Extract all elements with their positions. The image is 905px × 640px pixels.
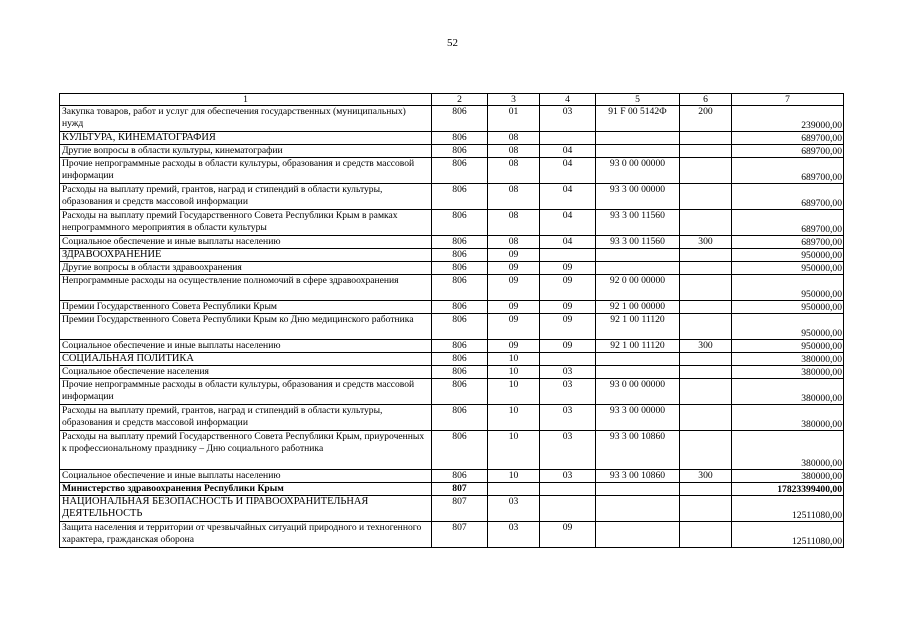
row-expense-type [680,496,732,522]
row-subsection: 09 [540,262,596,275]
row-expense-type [680,301,732,314]
row-expense-type [680,522,732,548]
row-expense-type [680,132,732,145]
table-row [60,379,844,405]
budget-table [59,93,844,548]
page-number: 52 [447,37,458,49]
row-name: Прочие непрограммные расходы в области культуры, образования и средств массовой информации [60,379,432,405]
row-name: Социальное обеспечение и иные выплаты населению [60,340,432,353]
row-expense-type [680,145,732,158]
row-target-article: 93 3 00 10860 [596,431,680,470]
row-name: НАЦИОНАЛЬНАЯ БЕЗОПАСНОСТЬ И ПРАВООХРАНИТЕЛЬНАЯ ДЕЯТЕЛЬНОСТЬ [60,496,432,522]
row-amount: 689700,00 [732,236,844,249]
row-name: Закупка товаров, работ и услуг для обеспечения государственных (муниципальных) нужд [60,106,432,132]
table-row [60,106,844,132]
row-section: 10 [488,379,540,405]
row-expense-type: 200 [680,106,732,132]
row-amount: 689700,00 [732,210,844,236]
row-admin-code: 807 [432,522,488,548]
table-row [60,301,844,314]
table-row [60,522,844,548]
row-target-article: 92 0 00 00000 [596,275,680,301]
row-name: СОЦИАЛЬНАЯ ПОЛИТИКА [60,353,432,366]
row-admin-code: 806 [432,249,488,262]
row-admin-code: 806 [432,314,488,340]
row-amount: 12511080,00 [732,496,844,522]
row-section: 09 [488,275,540,301]
row-subsection: 03 [540,366,596,379]
table-row [60,184,844,210]
row-expense-type [680,314,732,340]
row-name: Социальное обеспечение и иные выплаты населению [60,470,432,483]
row-section: 01 [488,106,540,132]
row-subsection: 03 [540,431,596,470]
row-subsection: 09 [540,275,596,301]
row-target-article [596,496,680,522]
row-amount: 12511080,00 [732,522,844,548]
row-amount: 380000,00 [732,470,844,483]
row-expense-type [680,431,732,470]
row-expense-type [680,405,732,431]
row-name: Прочие непрограммные расходы в области культуры, образования и средств массовой информации [60,158,432,184]
row-expense-type [680,275,732,301]
row-expense-type: 300 [680,470,732,483]
row-subsection: 09 [540,314,596,340]
row-subsection: 04 [540,210,596,236]
row-target-article [596,366,680,379]
row-subsection: 03 [540,405,596,431]
table-row [60,496,844,522]
table-row [60,132,844,145]
row-subsection [540,249,596,262]
row-admin-code: 806 [432,366,488,379]
row-section: 10 [488,431,540,470]
table-row [60,262,844,275]
row-subsection: 03 [540,470,596,483]
row-section [488,483,540,496]
row-subsection [540,496,596,522]
row-expense-type [680,353,732,366]
row-subsection: 09 [540,301,596,314]
row-name: Расходы на выплату премий Государственного Совета Республики Крым, приуроченных к профессиональному празднику – Дню социального работника [60,431,432,470]
row-amount: 239000,00 [732,106,844,132]
row-subsection: 04 [540,145,596,158]
row-expense-type [680,249,732,262]
row-target-article: 93 0 00 00000 [596,379,680,405]
row-admin-code: 806 [432,431,488,470]
row-name: Премии Государственного Совета Республики Крым ко Дню медицинского работника [60,314,432,340]
row-name: Защита населения и территории от чрезвычайных ситуаций природного и техногенного характера, гражданская оборона [60,522,432,548]
row-target-article [596,145,680,158]
header-cell-6: 6 [680,94,732,106]
table-row [60,249,844,262]
row-admin-code: 806 [432,210,488,236]
row-target-article: 93 0 00 00000 [596,158,680,184]
row-section: 10 [488,353,540,366]
row-name: КУЛЬТУРА, КИНЕМАТОГРАФИЯ [60,132,432,145]
row-admin-code: 806 [432,353,488,366]
row-target-article: 92 1 00 11120 [596,340,680,353]
header-row [60,94,844,106]
row-section: 09 [488,340,540,353]
row-admin-code: 806 [432,301,488,314]
table-body [60,94,844,548]
row-admin-code: 806 [432,184,488,210]
row-amount: 950000,00 [732,314,844,340]
table-row [60,483,844,496]
row-section: 09 [488,262,540,275]
row-admin-code: 807 [432,483,488,496]
table-row [60,340,844,353]
row-subsection: 09 [540,340,596,353]
row-name: Другие вопросы в области здравоохранения [60,262,432,275]
row-subsection: 09 [540,522,596,548]
row-section: 08 [488,184,540,210]
row-expense-type [680,158,732,184]
row-admin-code: 806 [432,379,488,405]
header-cell-3: 3 [488,94,540,106]
row-amount: 380000,00 [732,353,844,366]
row-target-article [596,262,680,275]
row-subsection: 04 [540,158,596,184]
row-target-article: 92 1 00 00000 [596,301,680,314]
row-amount: 380000,00 [732,431,844,470]
table-row [60,366,844,379]
row-subsection [540,483,596,496]
row-subsection [540,132,596,145]
row-target-article [596,353,680,366]
row-target-article [596,522,680,548]
row-name: Социальное обеспечение и иные выплаты населению [60,236,432,249]
row-section: 10 [488,470,540,483]
row-name: Расходы на выплату премий, грантов, наград и стипендий в области культуры, образования и средств массовой информации [60,184,432,210]
table-row [60,236,844,249]
row-section: 08 [488,145,540,158]
row-expense-type [680,262,732,275]
row-subsection: 03 [540,106,596,132]
row-target-article [596,483,680,496]
table-row [60,405,844,431]
header-cell-4: 4 [540,94,596,106]
row-target-article: 93 3 00 11560 [596,210,680,236]
row-admin-code: 806 [432,275,488,301]
row-amount: 380000,00 [732,379,844,405]
row-admin-code: 806 [432,236,488,249]
row-section: 08 [488,132,540,145]
row-name: Другие вопросы в области культуры, кинематографии [60,145,432,158]
row-section: 08 [488,158,540,184]
row-amount: 380000,00 [732,405,844,431]
row-subsection: 04 [540,236,596,249]
row-section: 03 [488,522,540,548]
row-expense-type [680,210,732,236]
table-row [60,431,844,470]
row-admin-code: 806 [432,158,488,184]
row-name: Расходы на выплату премий, грантов, наград и стипендий в области культуры, образования и средств массовой информации [60,405,432,431]
row-target-article: 93 3 00 10860 [596,470,680,483]
row-name: Социальное обеспечение населения [60,366,432,379]
row-section: 08 [488,210,540,236]
row-admin-code: 806 [432,262,488,275]
row-target-article [596,132,680,145]
header-cell-1: 1 [60,94,432,106]
row-amount: 689700,00 [732,132,844,145]
row-amount: 17823399400,00 [732,483,844,496]
row-section: 08 [488,236,540,249]
row-expense-type [680,483,732,496]
row-expense-type: 300 [680,340,732,353]
row-amount: 689700,00 [732,184,844,210]
row-admin-code: 807 [432,496,488,522]
row-subsection: 04 [540,184,596,210]
row-target-article: 93 3 00 00000 [596,405,680,431]
row-amount: 950000,00 [732,262,844,275]
row-target-article: 93 3 00 00000 [596,184,680,210]
row-section: 09 [488,249,540,262]
row-expense-type [680,379,732,405]
row-section: 03 [488,496,540,522]
row-amount: 950000,00 [732,275,844,301]
row-section: 10 [488,405,540,431]
row-admin-code: 806 [432,106,488,132]
row-admin-code: 806 [432,145,488,158]
row-expense-type: 300 [680,236,732,249]
row-target-article: 92 1 00 11120 [596,314,680,340]
table-row [60,470,844,483]
row-target-article [596,249,680,262]
row-name: Непрограммные расходы на осуществление полномочий в сфере здравоохранения [60,275,432,301]
row-name: Премии Государственного Совета Республики Крым [60,301,432,314]
row-name: Министерство здравоохранения Республики Крым [60,483,432,496]
row-name: Расходы на выплату премий Государственного Совета Республики Крым в рамках непрограммного мероприятия в области культуры [60,210,432,236]
header-cell-7: 7 [732,94,844,106]
row-amount: 950000,00 [732,340,844,353]
row-expense-type [680,366,732,379]
row-amount: 950000,00 [732,249,844,262]
row-amount: 689700,00 [732,158,844,184]
row-admin-code: 806 [432,132,488,145]
row-expense-type [680,184,732,210]
row-admin-code: 806 [432,340,488,353]
table-row [60,145,844,158]
row-amount: 380000,00 [732,366,844,379]
table-row [60,210,844,236]
row-section: 10 [488,366,540,379]
row-amount: 950000,00 [732,301,844,314]
row-subsection [540,353,596,366]
row-admin-code: 806 [432,405,488,431]
table-row [60,353,844,366]
table-row [60,158,844,184]
row-target-article: 91 F 00 5142Ф [596,106,680,132]
table-row [60,275,844,301]
row-target-article: 93 3 00 11560 [596,236,680,249]
row-amount: 689700,00 [732,145,844,158]
header-cell-2: 2 [432,94,488,106]
row-subsection: 03 [540,379,596,405]
row-admin-code: 806 [432,470,488,483]
row-name: ЗДРАВООХРАНЕНИЕ [60,249,432,262]
header-cell-5: 5 [596,94,680,106]
row-section: 09 [488,301,540,314]
table-row [60,314,844,340]
row-section: 09 [488,314,540,340]
